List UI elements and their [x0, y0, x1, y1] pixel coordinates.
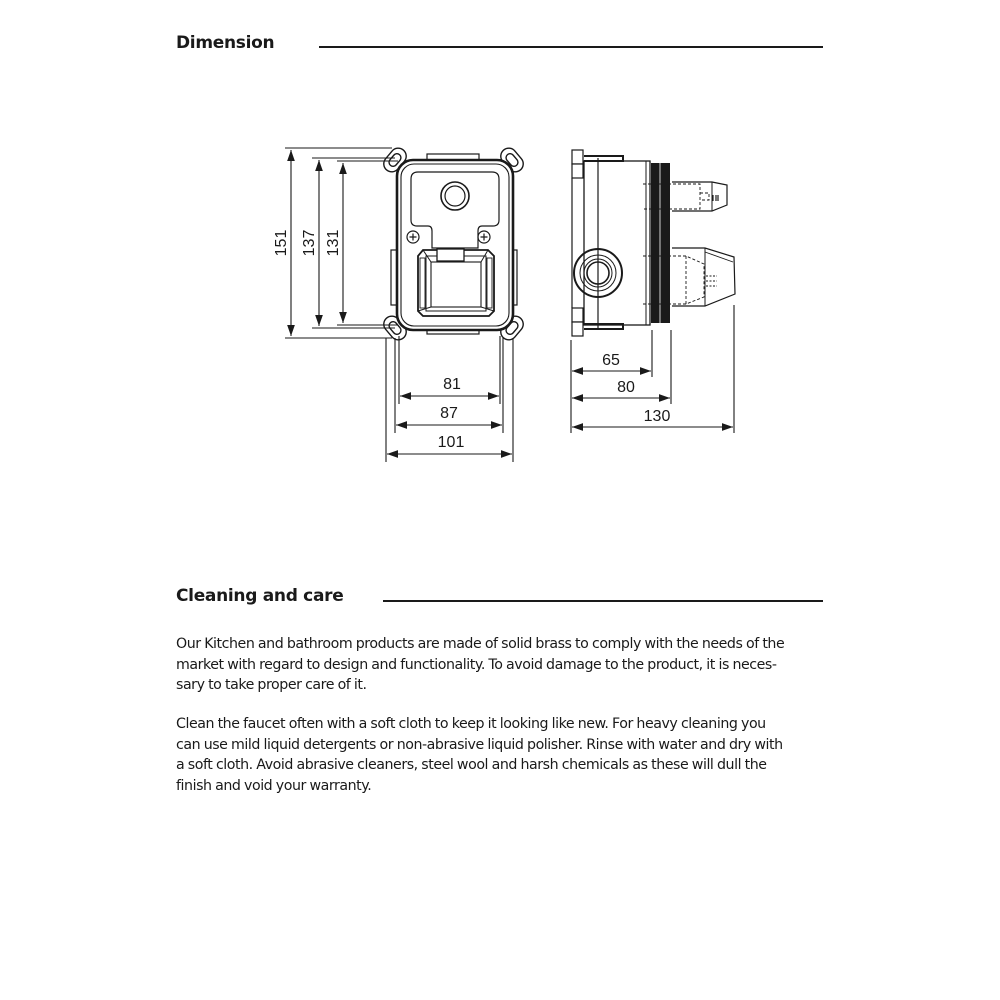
dim-label-137: 137: [301, 229, 318, 257]
paragraph-line: a soft cloth. Avoid abrasive cleaners, steel wool and harsh chemicals as these will dull the: [176, 757, 767, 773]
paragraph-line: market with regard to design and functionality. To avoid damage to the product, it is neces-: [176, 656, 777, 673]
dim-label-80: 80: [617, 379, 635, 396]
dim-label-101: 101: [437, 434, 465, 451]
dim-label-65: 65: [602, 352, 620, 369]
dim-label-130: 130: [643, 408, 671, 425]
dim-label-87: 87: [440, 405, 458, 422]
paragraph-line: Clean the faucet often with a soft cloth to keep it looking like new. For heavy cleaning you: [176, 716, 766, 732]
cleaning-care-heading: Cleaning and care: [176, 586, 344, 606]
paragraph-line: can use mild liquid detergents or non-abrasive liquid polisher. Rinse with water and dry with: [176, 736, 783, 753]
front-view: [381, 145, 527, 343]
dimension-heading: Dimension: [176, 33, 275, 53]
care-paragraph-1: [176, 634, 836, 696]
paragraph-line: Our Kitchen and bathroom products are made of solid brass to comply with the needs of the: [176, 636, 785, 652]
paragraph-line: sary to take proper care of it.: [176, 677, 367, 693]
dim-label-81: 81: [443, 376, 461, 393]
cleaning-care-heading-rule: [383, 600, 823, 602]
care-paragraph-2: [176, 714, 836, 796]
dim-label-131: 131: [325, 229, 342, 257]
dim-label-151: 151: [273, 229, 290, 257]
paragraph-line: finish and void your warranty.: [176, 777, 372, 794]
thread-band: [651, 163, 670, 323]
side-view: [572, 150, 735, 336]
